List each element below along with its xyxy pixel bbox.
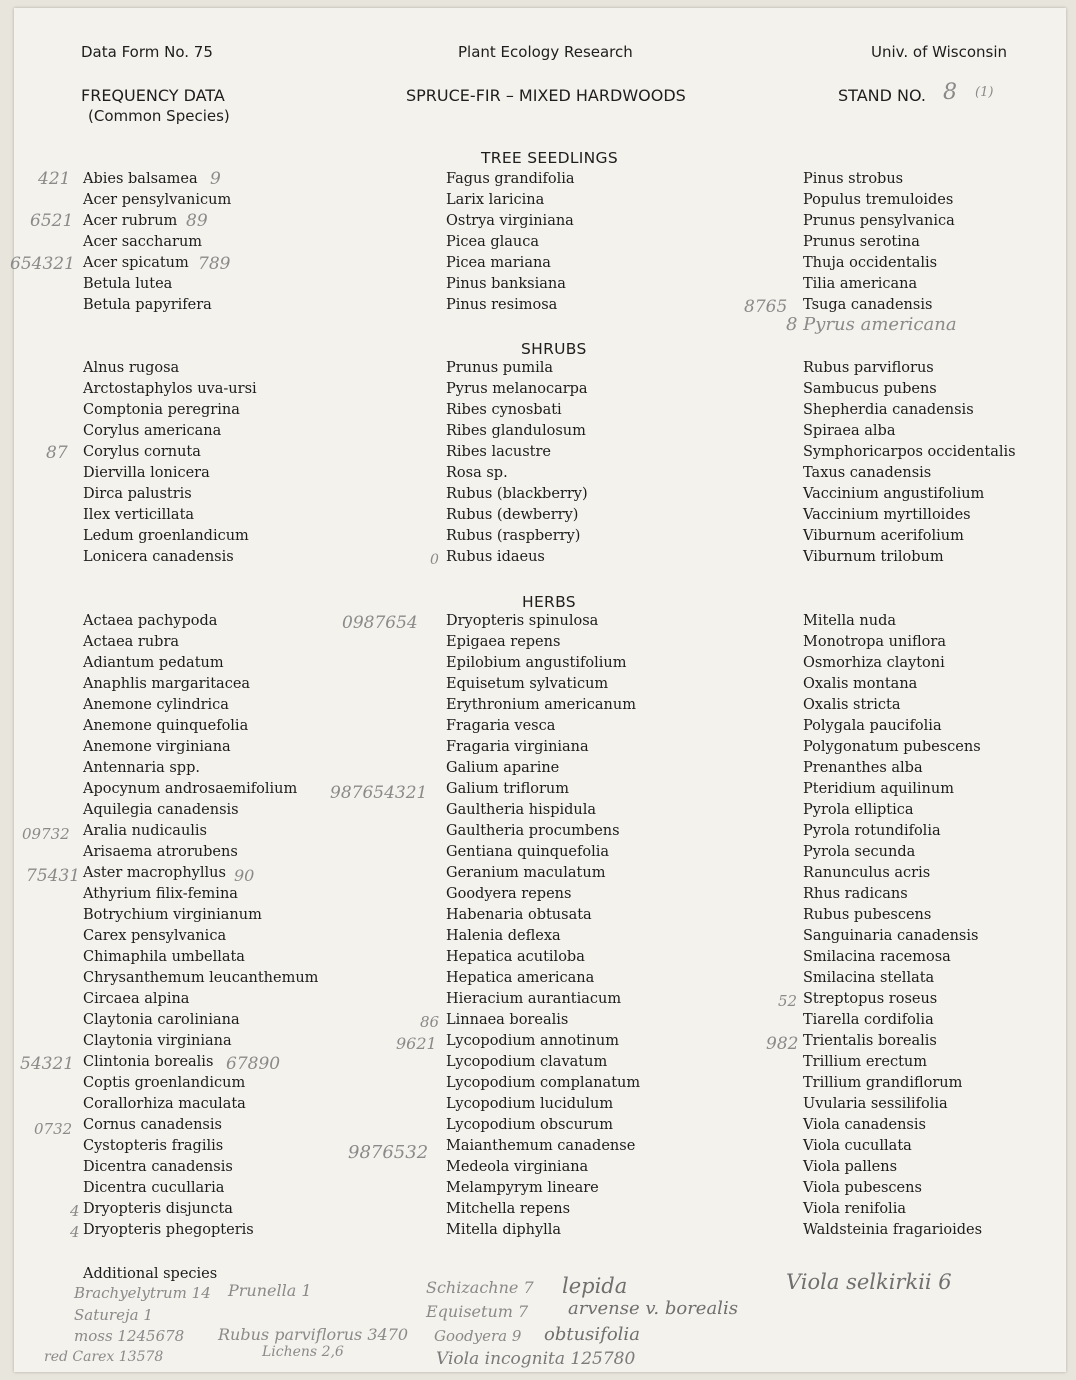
handwritten-species: Viola incognita 125780 bbox=[436, 1349, 636, 1369]
species-item: Chimaphila umbellata bbox=[83, 949, 245, 965]
handwritten-species: arvense v. borealis bbox=[568, 1298, 738, 1319]
species-item: Gentiana quinquefolia bbox=[446, 844, 610, 860]
species-item: Athyrium filix-femina bbox=[83, 886, 238, 902]
species-item: Arisaema atrorubens bbox=[83, 844, 238, 860]
species-item: Lonicera canadensis bbox=[83, 549, 234, 565]
species-item: Carex pensylvanica bbox=[83, 928, 227, 944]
species-item: Ledum groenlandicum bbox=[83, 528, 249, 544]
section-heading-herbs: HERBS bbox=[522, 593, 576, 611]
stand-number-handwritten: 8 bbox=[943, 80, 957, 105]
species-item: Mitella diphylla bbox=[446, 1222, 562, 1238]
species-item: Shepherdia canadensis bbox=[803, 402, 974, 418]
species-item: Acer spicatum bbox=[83, 255, 189, 271]
species-item: Antennaria spp. bbox=[83, 760, 200, 776]
species-item: Oxalis montana bbox=[803, 676, 918, 692]
form-number: Data Form No. 75 bbox=[81, 43, 213, 61]
species-item: Pinus strobus bbox=[803, 171, 904, 187]
species-item: Viburnum acerifolium bbox=[803, 528, 964, 544]
handwritten-species: red Carex 13578 bbox=[44, 1349, 164, 1365]
species-item: Halenia deflexa bbox=[446, 928, 561, 944]
species-item: Lycopodium clavatum bbox=[446, 1054, 608, 1070]
species-item: Aralia nudicaulis bbox=[83, 823, 207, 839]
handwritten-species: Prunella 1 bbox=[228, 1281, 312, 1300]
species-item: Anemone virginiana bbox=[83, 739, 231, 755]
species-item: Ranunculus acris bbox=[803, 865, 931, 881]
species-item: Polygala paucifolia bbox=[803, 718, 942, 734]
species-item: Fragaria vesca bbox=[446, 718, 556, 734]
section-heading-shrubs: SHRUBS bbox=[521, 340, 587, 358]
species-item: Dryopteris spinulosa bbox=[446, 613, 599, 629]
species-item: Pyrola rotundifolia bbox=[803, 823, 941, 839]
species-item: Circaea alpina bbox=[83, 991, 190, 1007]
species-item: Pyrus melanocarpa bbox=[446, 381, 588, 397]
species-item: Dryopteris phegopteris bbox=[83, 1222, 254, 1238]
handwritten-note: 52 bbox=[778, 992, 798, 1010]
species-item: Ribes glandulosum bbox=[446, 423, 586, 439]
handwritten-note: 0732 bbox=[34, 1120, 73, 1138]
species-item: Dryopteris disjuncta bbox=[83, 1201, 233, 1217]
species-item: Thuja occidentalis bbox=[803, 255, 938, 271]
species-item: Hieracium aurantiacum bbox=[446, 991, 622, 1007]
species-item: Trillium grandiflorum bbox=[803, 1075, 963, 1091]
species-item: Rubus (blackberry) bbox=[446, 486, 588, 502]
species-item: Smilacina racemosa bbox=[803, 949, 951, 965]
species-item: Abies balsamea bbox=[83, 171, 198, 187]
species-item: Vaccinium angustifolium bbox=[803, 486, 985, 502]
species-item: Waldsteinia fragarioides bbox=[803, 1222, 983, 1238]
herbs-col-2 bbox=[446, 611, 640, 1241]
species-item: Trillium erectum bbox=[803, 1054, 927, 1070]
species-item: Monotropa uniflora bbox=[803, 634, 946, 650]
species-item: Viola renifolia bbox=[803, 1201, 906, 1217]
tree-seedlings-col-3 bbox=[803, 169, 955, 316]
species-item: Rubus (raspberry) bbox=[446, 528, 581, 544]
species-item: Habenaria obtusata bbox=[446, 907, 592, 923]
handwritten-note: 86 bbox=[420, 1013, 440, 1031]
species-item: Rubus (dewberry) bbox=[446, 507, 579, 523]
handwritten-note: 67890 bbox=[226, 1054, 281, 1074]
handwritten-note: 89 bbox=[186, 211, 208, 231]
species-item: Pteridium aquilinum bbox=[803, 781, 954, 797]
handwritten-note: 982 bbox=[766, 1034, 799, 1054]
species-item: Arctostaphylos uva-ursi bbox=[83, 381, 257, 397]
species-item: Alnus rugosa bbox=[83, 360, 180, 376]
handwritten-note: 8 Pyrus americana bbox=[786, 314, 957, 335]
handwritten-note: 8765 bbox=[744, 297, 788, 317]
species-item: Prunus pumila bbox=[446, 360, 554, 376]
species-item: Betula lutea bbox=[83, 276, 173, 292]
handwritten-note: 9621 bbox=[396, 1034, 437, 1053]
species-item: Erythronium americanum bbox=[446, 697, 636, 713]
species-item: Maianthemum canadense bbox=[446, 1138, 636, 1154]
species-item: Lycopodium obscurum bbox=[446, 1117, 613, 1133]
handwritten-note: 09732 bbox=[22, 825, 70, 843]
species-item: Prunus serotina bbox=[803, 234, 920, 250]
handwritten-note: 421 bbox=[38, 169, 71, 189]
species-item: Polygonatum pubescens bbox=[803, 739, 981, 755]
species-item: Corylus americana bbox=[83, 423, 222, 439]
species-item: Populus tremuloides bbox=[803, 192, 954, 208]
species-item: Aster macrophyllus bbox=[83, 865, 226, 881]
species-item: Geranium maculatum bbox=[446, 865, 606, 881]
species-item: Tiarella cordifolia bbox=[803, 1012, 934, 1028]
handwritten-note: 654321 bbox=[10, 254, 75, 274]
species-item: Botrychium virginianum bbox=[83, 907, 262, 923]
species-item: Pinus resimosa bbox=[446, 297, 558, 313]
species-item: Sambucus pubens bbox=[803, 381, 937, 397]
handwritten-species: lepida bbox=[562, 1274, 628, 1298]
shrubs-col-2 bbox=[446, 358, 588, 568]
tree-seedlings-col-2 bbox=[446, 169, 575, 316]
species-item: Mitchella repens bbox=[446, 1201, 571, 1217]
handwritten-note: 9 bbox=[210, 169, 221, 189]
species-item: Viburnum trilobum bbox=[803, 549, 944, 565]
species-item: Pyrola secunda bbox=[803, 844, 916, 860]
handwritten-species: obtusifolia bbox=[544, 1324, 640, 1345]
species-item: Smilacina stellata bbox=[803, 970, 935, 986]
institution: Univ. of Wisconsin bbox=[871, 43, 1008, 61]
species-item: Taxus canadensis bbox=[803, 465, 932, 481]
handwritten-species: Lichens 2,6 bbox=[262, 1344, 344, 1360]
species-item: Anemone cylindrica bbox=[83, 697, 229, 713]
species-item: Osmorhiza claytoni bbox=[803, 655, 945, 671]
herbs-col-1 bbox=[83, 611, 318, 1241]
species-item: Coptis groenlandicum bbox=[83, 1075, 246, 1091]
species-item: Hepatica acutiloba bbox=[446, 949, 585, 965]
species-item: Dirca palustris bbox=[83, 486, 192, 502]
additional-species-label: Additional species bbox=[83, 1266, 218, 1282]
data-title: FREQUENCY DATA bbox=[81, 86, 225, 105]
species-item: Chrysanthemum leucanthemum bbox=[83, 970, 319, 986]
species-item: Gaultheria hispidula bbox=[446, 802, 597, 818]
species-item: Rosa sp. bbox=[446, 465, 508, 481]
handwritten-note: 4 bbox=[70, 1223, 80, 1241]
species-item: Pyrola elliptica bbox=[803, 802, 914, 818]
handwritten-note: 987654321 bbox=[330, 783, 428, 803]
species-item: Spiraea alba bbox=[803, 423, 896, 439]
shrubs-col-3 bbox=[803, 358, 1016, 568]
community-title: SPRUCE-FIR – MIXED HARDWOODS bbox=[406, 86, 686, 105]
data-subtitle: (Common Species) bbox=[88, 107, 230, 125]
species-item: Viola canadensis bbox=[803, 1117, 926, 1133]
species-item: Symphoricarpos occidentalis bbox=[803, 444, 1016, 460]
species-item: Medeola virginiana bbox=[446, 1159, 589, 1175]
tree-seedlings-col-1 bbox=[83, 169, 231, 316]
species-item: Oxalis stricta bbox=[803, 697, 901, 713]
species-item: Anemone quinquefolia bbox=[83, 718, 249, 734]
species-item: Rubus parviflorus bbox=[803, 360, 934, 376]
species-item: Vaccinium myrtilloides bbox=[803, 507, 971, 523]
species-item: Viola pubescens bbox=[803, 1180, 922, 1196]
species-item: Rubus idaeus bbox=[446, 549, 545, 565]
species-item: Betula papyrifera bbox=[83, 297, 212, 313]
species-item: Viola pallens bbox=[803, 1159, 898, 1175]
handwritten-species: Brachyelytrum 14 bbox=[74, 1284, 211, 1302]
species-item: Acer pensylvanicum bbox=[83, 192, 232, 208]
species-item: Rubus pubescens bbox=[803, 907, 932, 923]
species-item: Galium triflorum bbox=[446, 781, 570, 797]
species-item: Lycopodium lucidulum bbox=[446, 1096, 614, 1112]
species-item: Cornus canadensis bbox=[83, 1117, 222, 1133]
species-item: Anaphlis margaritacea bbox=[83, 676, 251, 692]
species-item: Tilia americana bbox=[803, 276, 918, 292]
species-item: Ostrya virginiana bbox=[446, 213, 574, 229]
species-item: Mitella nuda bbox=[803, 613, 897, 629]
handwritten-note: 75431 bbox=[26, 866, 81, 886]
handwritten-note: 0 bbox=[430, 552, 439, 568]
species-item: Picea mariana bbox=[446, 255, 551, 271]
handwritten-note: 0987654 bbox=[342, 613, 418, 633]
handwritten-species: Satureja 1 bbox=[74, 1306, 153, 1324]
handwritten-note: 789 bbox=[198, 254, 231, 274]
species-item: Trientalis borealis bbox=[803, 1033, 937, 1049]
species-item: Fragaria virginiana bbox=[446, 739, 589, 755]
handwritten-note: 6521 bbox=[30, 211, 74, 231]
species-item: Claytonia caroliniana bbox=[83, 1012, 240, 1028]
handwritten-note: 9876532 bbox=[348, 1142, 429, 1163]
species-item: Acer rubrum bbox=[83, 213, 178, 229]
handwritten-species: Schizachne 7 bbox=[426, 1278, 534, 1297]
species-item: Prenanthes alba bbox=[803, 760, 923, 776]
species-item: Hepatica americana bbox=[446, 970, 595, 986]
species-item: Epilobium angustifolium bbox=[446, 655, 627, 671]
handwritten-note: 54321 bbox=[20, 1054, 75, 1074]
handwritten-species: Equisetum 7 bbox=[426, 1302, 529, 1321]
species-item: Picea glauca bbox=[446, 234, 540, 250]
species-item: Diervilla lonicera bbox=[83, 465, 210, 481]
species-item: Uvularia sessilifolia bbox=[803, 1096, 948, 1112]
species-item: Tsuga canadensis bbox=[803, 297, 933, 313]
species-item: Viola cucullata bbox=[803, 1138, 912, 1154]
species-item: Clintonia borealis bbox=[83, 1054, 214, 1070]
species-item: Acer saccharum bbox=[83, 234, 203, 250]
species-item: Cystopteris fragilis bbox=[83, 1138, 224, 1154]
species-item: Goodyera repens bbox=[446, 886, 572, 902]
species-item: Lycopodium annotinum bbox=[446, 1033, 619, 1049]
herbs-col-3 bbox=[803, 611, 982, 1241]
stand-label: STAND NO. bbox=[838, 86, 927, 105]
species-item: Epigaea repens bbox=[446, 634, 561, 650]
program-name: Plant Ecology Research bbox=[458, 43, 633, 61]
species-item: Prunus pensylvanica bbox=[803, 213, 955, 229]
species-item: Comptonia peregrina bbox=[83, 402, 240, 418]
section-heading-tree-seedlings: TREE SEEDLINGS bbox=[481, 149, 618, 167]
species-item: Equisetum sylvaticum bbox=[446, 676, 609, 692]
species-item: Apocynum androsaemifolium bbox=[83, 781, 298, 797]
species-item: Actaea rubra bbox=[83, 634, 180, 650]
handwritten-species: moss 1245678 bbox=[74, 1327, 185, 1345]
species-item: Fagus grandifolia bbox=[446, 171, 575, 187]
species-item: Corylus cornuta bbox=[83, 444, 201, 460]
species-item: Ilex verticillata bbox=[83, 507, 195, 523]
species-item: Gaultheria procumbens bbox=[446, 823, 620, 839]
species-item: Galium aparine bbox=[446, 760, 560, 776]
stand-number-note: (1) bbox=[975, 85, 994, 100]
species-item: Melampyrym lineare bbox=[446, 1180, 599, 1196]
species-item: Rhus radicans bbox=[803, 886, 908, 902]
species-item: Dicentra cucullaria bbox=[83, 1180, 225, 1196]
species-item: Pinus banksiana bbox=[446, 276, 566, 292]
species-item: Adiantum pedatum bbox=[83, 655, 224, 671]
handwritten-species: Rubus parviflorus 3470 bbox=[218, 1325, 409, 1344]
handwritten-species: Goodyera 9 bbox=[434, 1327, 522, 1345]
shrubs-col-1 bbox=[83, 358, 257, 568]
handwritten-species: Viola selkirkii 6 bbox=[786, 1270, 952, 1294]
species-item: Streptopus roseus bbox=[803, 991, 938, 1007]
species-item: Aquilegia canadensis bbox=[83, 802, 239, 818]
species-item: Ribes lacustre bbox=[446, 444, 551, 460]
species-item: Larix laricina bbox=[446, 192, 545, 208]
species-item: Claytonia virginiana bbox=[83, 1033, 232, 1049]
species-item: Lycopodium complanatum bbox=[446, 1075, 641, 1091]
species-item: Sanguinaria canadensis bbox=[803, 928, 979, 944]
species-item: Dicentra canadensis bbox=[83, 1159, 233, 1175]
handwritten-note: 4 bbox=[70, 1202, 80, 1220]
handwritten-note: 87 bbox=[46, 443, 68, 463]
species-item: Linnaea borealis bbox=[446, 1012, 569, 1028]
handwritten-note: 90 bbox=[234, 866, 255, 885]
species-item: Corallorhiza maculata bbox=[83, 1096, 246, 1112]
species-item: Ribes cynosbati bbox=[446, 402, 562, 418]
species-item: Actaea pachypoda bbox=[83, 613, 218, 629]
